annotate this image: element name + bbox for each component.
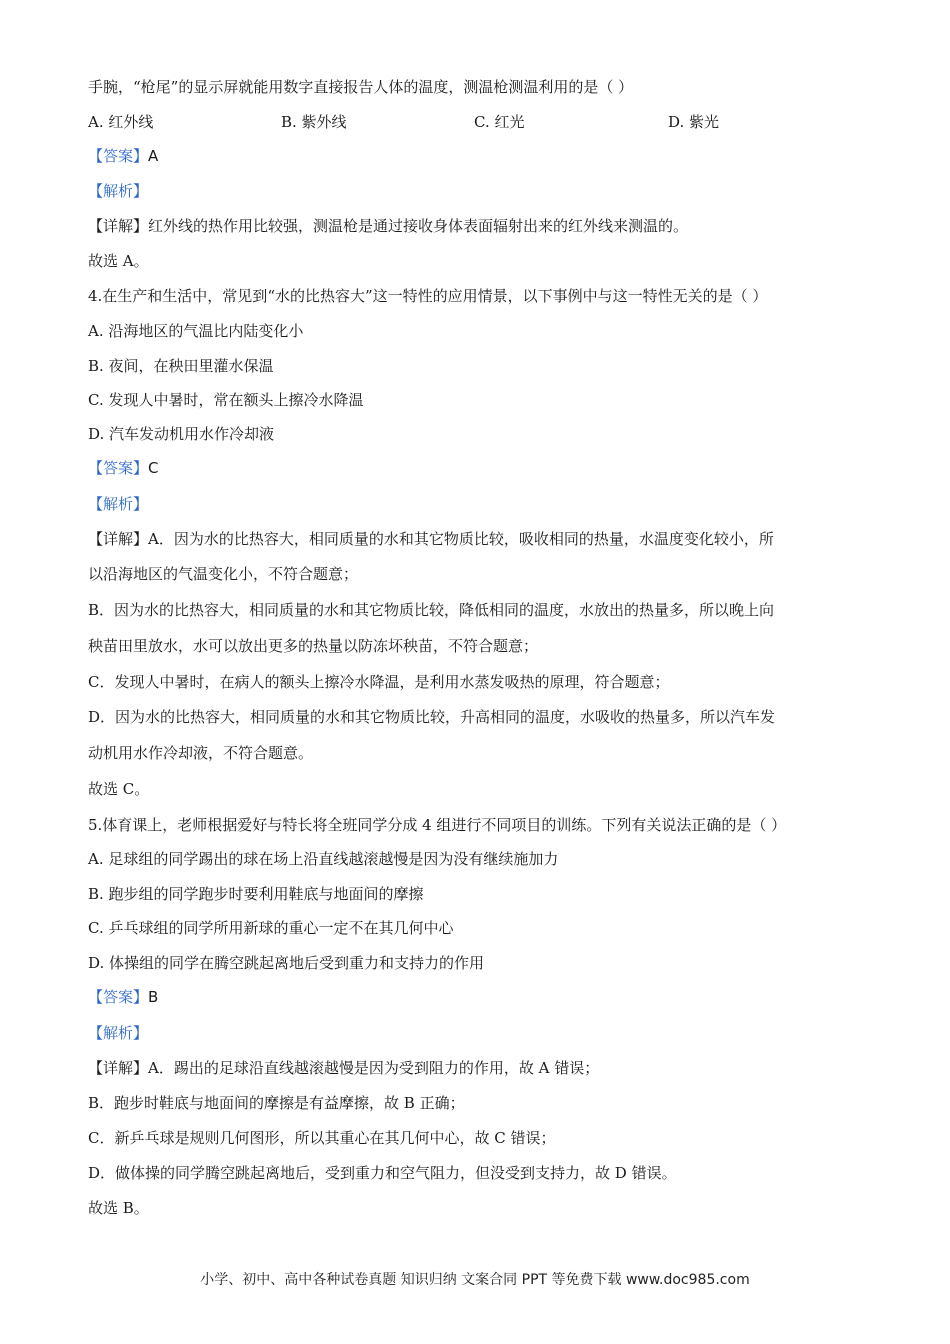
q4-option-a: A. 沿海地区的气温比内陆变化小 (88, 322, 304, 340)
detail-tag: 【详解】 (88, 217, 149, 235)
answer-tag: 【答案】 (88, 459, 149, 477)
answer-tag: 【答案】 (88, 988, 149, 1006)
q3-option-a: A. 红外线 (88, 113, 154, 131)
q5-detail-line-4: D．做体操的同学腾空跳起离地后，受到重力和空气阻力，但没受到支持力，故 D 错误。 (88, 1164, 677, 1182)
q3-analysis (88, 181, 148, 201)
q5-detail-line-3: C．新乒乓球是规则几何图形，所以其重心在其几何中心，故 C 错误； (88, 1129, 556, 1147)
q3-conclusion: 故选 A。 (88, 252, 149, 270)
q5-detail-line-2: B．跑步时鞋底与地面间的摩擦是有益摩擦，故 B 正确； (88, 1094, 465, 1112)
q4-answer (88, 458, 159, 478)
q5-option-d: D. 体操组的同学在腾空跳起离地后受到重力和支持力的作用 (88, 954, 485, 972)
q3-option-c: C. 红光 (474, 113, 525, 131)
q4-analysis (88, 494, 148, 514)
q3-option-d: D. 紫光 (668, 113, 720, 131)
answer-value: A (148, 147, 159, 165)
q3-stem: 手腕，“枪尾”的显示屏就能用数字直接报告人体的温度，测温枪测温利用的是（ ） (88, 78, 634, 96)
analysis-tag: 【解析】 (88, 495, 149, 513)
q5-detail-line-1 (88, 1058, 599, 1078)
q3-answer (88, 146, 158, 166)
q3-detail (88, 216, 688, 236)
detail-tag: 【详解】 (88, 530, 149, 548)
q5-stem: 5.体育课上，老师根据爱好与特长将全班同学分成 4 组进行不同项目的训练。下列有关说法正确的是（ ） (88, 816, 787, 834)
answer-tag: 【答案】 (88, 147, 149, 165)
q4-option-d: D. 汽车发动机用水作冷却液 (88, 425, 275, 443)
q4-detail-line-5: C．发现人中暑时，在病人的额头上擦冷水降温，是利用水蒸发吸热的原理，符合题意； (88, 673, 670, 691)
q5-option-c: C. 乒乓球组的同学所用新球的重心一定不在其几何中心 (88, 919, 454, 937)
detail-line: A．因为水的比热容大，相同质量的水和其它物质比较，吸收相同的热量，水温度变化较小，所 (148, 530, 774, 548)
page-footer: 小学、初中、高中各种试卷真题 知识归纳 文案合同 PPT 等免费下载 www.doc985.com (200, 1272, 750, 1288)
analysis-tag: 【解析】 (88, 1024, 149, 1042)
q4-option-b: B. 夜间，在秧田里灌水保温 (88, 357, 274, 375)
q4-detail-line-2: 以沿海地区的气温变化小，不符合题意； (88, 565, 359, 583)
q4-conclusion: 故选 C。 (88, 780, 150, 798)
analysis-tag: 【解析】 (88, 182, 149, 200)
q4-option-c: C. 发现人中暑时，常在额头上擦冷水降温 (88, 391, 364, 409)
q4-detail-line-6: D．因为水的比热容大，相同质量的水和其它物质比较，升高相同的温度，水吸收的热量多，所以汽车发 (88, 708, 776, 726)
q5-option-a: A. 足球组的同学踢出的球在场上沿直线越滚越慢是因为没有继续施加力 (88, 850, 559, 868)
q3-options (88, 112, 868, 132)
q5-analysis (88, 1023, 148, 1043)
detail-line: 红外线的热作用比较强，测温枪是通过接收身体表面辐射出来的红外线来测温的。 (148, 217, 689, 235)
q4-detail-line-4: 秧苗田里放水，水可以放出更多的热量以防冻坏秧苗，不符合题意； (88, 637, 539, 655)
q5-conclusion: 故选 B。 (88, 1199, 149, 1217)
answer-value: B (148, 988, 159, 1006)
detail-line: A．踢出的足球沿直线越滚越慢是因为受到阻力的作用，故 A 错误； (148, 1059, 600, 1077)
q5-option-b: B. 跑步组的同学跑步时要利用鞋底与地面间的摩擦 (88, 885, 424, 903)
q4-detail-line-3: B．因为水的比热容大，相同质量的水和其它物质比较，降低相同的温度，水放出的热量多，所以晚上向 (88, 601, 775, 619)
q4-detail-line-7: 动机用水作冷却液，不符合题意。 (88, 744, 314, 762)
answer-value: C (148, 459, 159, 477)
q5-answer (88, 987, 158, 1007)
q3-option-b: B. 紫外线 (281, 113, 347, 131)
q4-stem: 4.在生产和生活中，常见到“水的比热容大”这一特性的应用情景，以下事例中与这一特性无关的是（ ） (88, 287, 768, 305)
detail-tag: 【详解】 (88, 1059, 149, 1077)
q4-detail-line-1 (88, 529, 774, 549)
